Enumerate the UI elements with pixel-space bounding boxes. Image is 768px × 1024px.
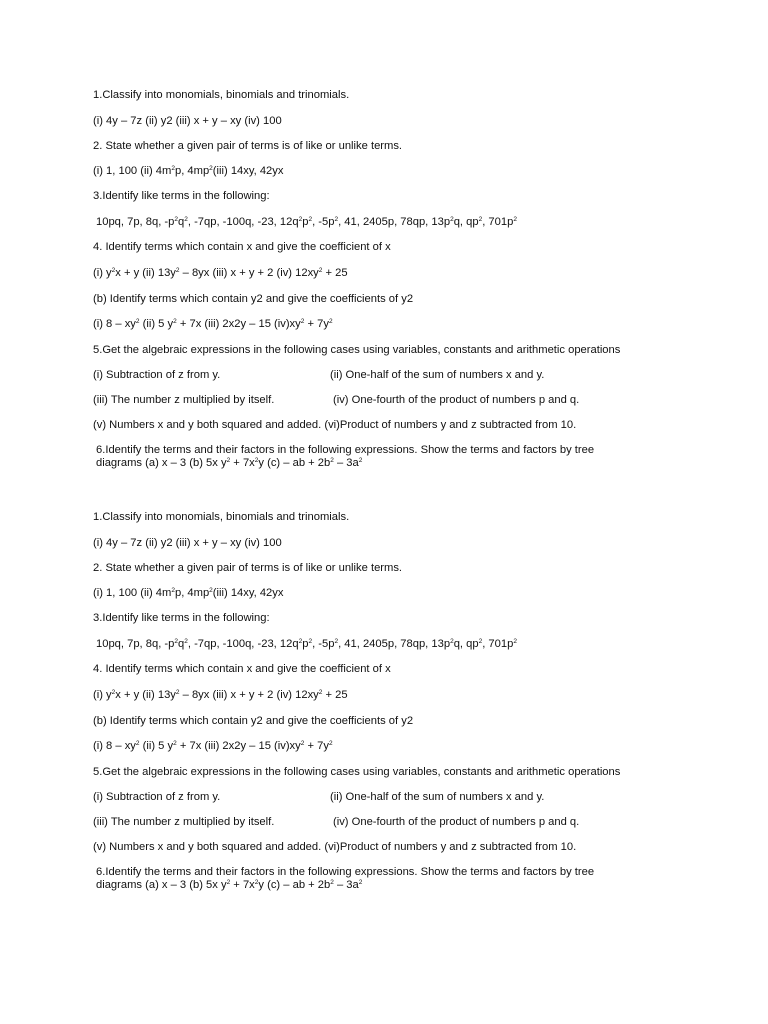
q5-i: (i) Subtraction of z from y. xyxy=(93,791,221,803)
q5-row-2 xyxy=(93,815,580,829)
q5-row-1 xyxy=(93,368,545,382)
q3-items: 10pq, 7p, 8q, $-p^2q^2$, -7qp, -100q, -23, $12q^2p^2$, $-5p^2$, 41, 2405p, 78qp, $13p^2q$, $qp^2$, $701p^2$ xyxy=(96,638,517,650)
q1-title: 1.Classify into monomials, binomials and trinomials. xyxy=(93,89,350,101)
q5-row-2 xyxy=(93,393,580,407)
q4b-title: (b) Identify terms which contain y2 and give the coefficients of y2 xyxy=(93,715,414,727)
q3-items: 10pq, 7p, 8q, $-p^2q^2$, -7qp, -100q, -23, $12q^2p^2$, $-5p^2$, 41, 2405p, 78qp, $13p^2q$, $qp^2$, $701p^2$ xyxy=(96,216,517,228)
q5-row-3: (v) Numbers x and y both squared and added. (vi)Product of numbers y and z subtracted from 10. xyxy=(93,841,577,853)
q4b-items: (i) $8 - xy^2$ (ii) 5 $y^2 + 7x$ (iii) 2x2y – 15 $(iv)xy^2 + 7y^2$ xyxy=(93,740,333,752)
q5-i: (i) Subtraction of z from y. xyxy=(93,369,221,381)
q2-items: (i) 1, 100 (ii) $4m^2p$, $4mp^2(iii)$ 14xy, 42yx xyxy=(93,587,284,599)
q1-title: 1.Classify into monomials, binomials and trinomials. xyxy=(93,511,350,523)
q6-text: 6.Identify the terms and their factors in the following expressions. Show the terms and factors by tree diagrams (a) x – 3 (b) 5x $y^2 + 7x^2y$ (c) – ab + $2b^2 - 3a^2$ xyxy=(96,866,595,891)
q5-iii: (iii) The number z multiplied by itself. xyxy=(93,816,275,828)
q5-title: 5.Get the algebraic expressions in the following cases using variables, constants and arithmetic operations xyxy=(93,766,621,778)
q5-row-1 xyxy=(93,790,545,804)
q4b-title: (b) Identify terms which contain y2 and give the coefficients of y2 xyxy=(93,293,414,305)
q1-items: (i) 4y – 7z (ii) y2 (iii) x + y – xy (iv) 100 xyxy=(93,115,282,127)
q4-items: (i) $y^2x + y$ (ii) $13y^2 - 8yx$ (iii) x + y + 2 (iv) $12xy^2 + 25$ xyxy=(93,689,348,701)
q5-row-3: (v) Numbers x and y both squared and added. (vi)Product of numbers y and z subtracted from 10. xyxy=(93,419,577,431)
q2-title: 2. State whether a given pair of terms is of like or unlike terms. xyxy=(93,140,403,152)
q4-items: (i) $y^2x + y$ (ii) $13y^2 - 8yx$ (iii) x + y + 2 (iv) $12xy^2 + 25$ xyxy=(93,267,348,279)
q2-title: 2. State whether a given pair of terms is of like or unlike terms. xyxy=(93,562,403,574)
q3-title: 3.Identify like terms in the following: xyxy=(93,190,270,202)
q5-ii: (ii) One-half of the sum of numbers x and y. xyxy=(330,369,545,381)
q5-iii: (iii) The number z multiplied by itself. xyxy=(93,394,275,406)
q5-title: 5.Get the algebraic expressions in the following cases using variables, constants and arithmetic operations xyxy=(93,344,621,356)
q4-title: 4. Identify terms which contain x and give the coefficient of x xyxy=(93,663,391,675)
q5-ii: (ii) One-half of the sum of numbers x and y. xyxy=(330,791,545,803)
q3-title: 3.Identify like terms in the following: xyxy=(93,612,270,624)
q5-iv: (iv) One-fourth of the product of numbers p and q. xyxy=(333,816,580,828)
q4b-items: (i) $8 - xy^2$ (ii) 5 $y^2 + 7x$ (iii) 2x2y – 15 $(iv)xy^2 + 7y^2$ xyxy=(93,318,333,330)
q5-iv: (iv) One-fourth of the product of numbers p and q. xyxy=(333,394,580,406)
q1-items: (i) 4y – 7z (ii) y2 (iii) x + y – xy (iv) 100 xyxy=(93,537,282,549)
q4-title: 4. Identify terms which contain x and give the coefficient of x xyxy=(93,241,391,253)
q6-text: 6.Identify the terms and their factors in the following expressions. Show the terms and factors by tree diagrams (a) x – 3 (b) 5x $y^2 + 7x^2y$ (c) – ab + $2b^2 - 3a^2$ xyxy=(96,444,595,469)
q2-items: (i) 1, 100 (ii) $4m^2p$, $4mp^2(iii)$ 14xy, 42yx xyxy=(93,165,284,177)
